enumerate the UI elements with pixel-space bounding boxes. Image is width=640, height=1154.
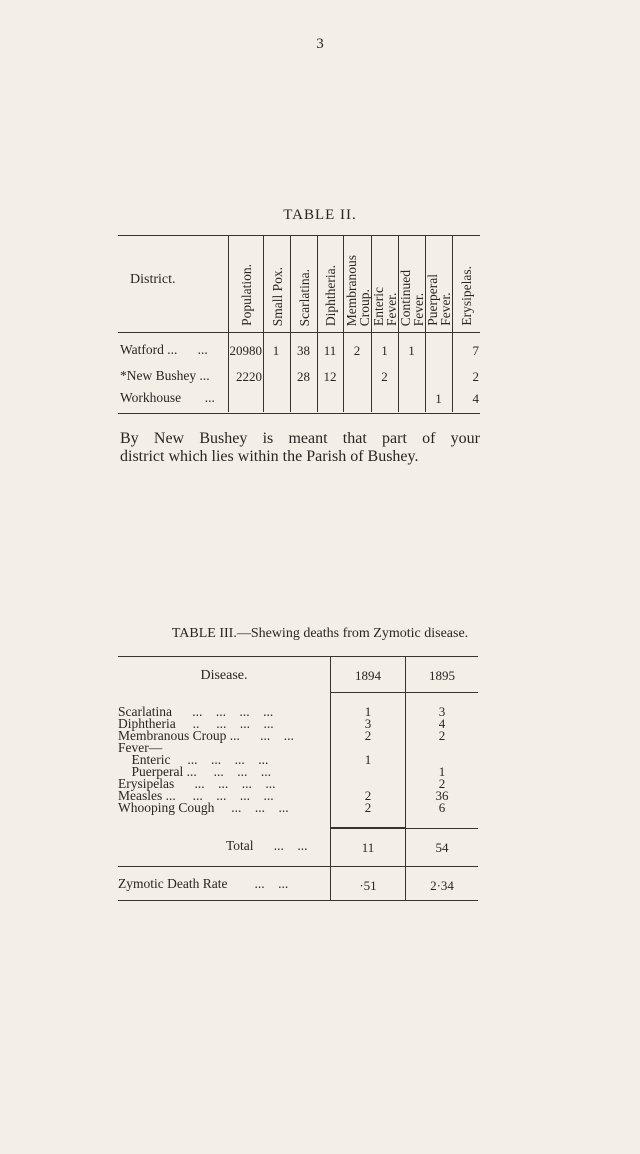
year-1894-header: 1894 <box>355 668 381 683</box>
table3-header-rule <box>330 692 478 693</box>
disease-header: Disease. <box>200 668 248 683</box>
table3-title: TABLE III.—Shewing deaths from Zymotic disease. <box>171 626 469 641</box>
table3-cell: 2 <box>438 776 446 791</box>
table3-row-label: Scarlatina ... ... ... ... <box>118 704 274 719</box>
col-header-enteric-fever: Enteric Fever. <box>371 287 399 326</box>
col-header-diphtheria: Diphtheria. <box>323 264 338 326</box>
table2-cell: 20980 <box>229 343 262 358</box>
table3-cell: 1 <box>364 704 372 719</box>
table3-rate-1895: 2·34 <box>430 878 454 893</box>
table2-cell: 2 <box>472 369 479 384</box>
col-header-population: Population. <box>238 264 254 326</box>
table3-cell: 1 <box>364 752 372 767</box>
table3-cell: 2 <box>364 800 372 815</box>
col-header-small-pox: Small Pox. <box>269 266 285 326</box>
table2-footnote <box>120 430 480 466</box>
table3-row-label: Membranous Croup ... ... ... <box>118 728 294 743</box>
table2-row-district: Watford ... ... <box>120 342 208 357</box>
table3-cell: 2 <box>364 788 372 803</box>
col-header-membranous-croup: Membranous Croup. <box>343 254 372 326</box>
table2-cell: 12 <box>323 369 337 384</box>
table3-cell: 4 <box>438 716 446 731</box>
table3-col-divider <box>330 657 331 900</box>
table3-total-rule <box>330 827 405 829</box>
table3-row-label: Puerperal ... ... ... ... <box>118 764 271 779</box>
table2-title: TABLE II. <box>283 207 357 223</box>
table3-total-label: Total ... ... <box>226 838 308 853</box>
table3-bottom-rule <box>118 900 478 901</box>
table3-row-label: Erysipelas ... ... ... ... <box>118 776 276 791</box>
table2-cell: 2 <box>353 343 361 358</box>
table3-row-label: Measles ... ... ... ... ... <box>118 788 274 803</box>
table3-row-label: Diphtheria .. ... ... ... <box>118 716 274 731</box>
col-header-puerperal-fever: Puerperal Fever. <box>425 274 453 326</box>
table3-cell: 3 <box>364 716 372 731</box>
table3-rate-label: Zymotic Death Rate ... ... <box>118 876 289 891</box>
col-header-continued-fever: Continued Fever. <box>398 269 426 326</box>
table3-cell: 6 <box>438 800 446 815</box>
table3-cell: 2 <box>438 728 446 743</box>
table3-cell: 3 <box>438 704 446 719</box>
table2-cell: 38 <box>297 343 310 358</box>
table2-cell: 1 <box>381 343 388 358</box>
table3-total-rule <box>405 828 478 829</box>
table2-cell: 1 <box>435 391 442 406</box>
table3-row-label: Enteric ... ... ... ... <box>118 752 269 767</box>
page-number: 3 <box>316 36 324 52</box>
table2-cell: 2220 <box>236 369 262 384</box>
table3-row-label: Whooping Cough ... ... ... <box>118 800 289 815</box>
footnote-line: By New Bushey is meant that part of your <box>120 430 480 447</box>
col-header-erysipelas: Erysipelas. <box>459 266 474 326</box>
table2-bottom-rule <box>118 413 480 414</box>
table2-cell: 2 <box>381 369 388 384</box>
table2-cell: 1 <box>408 343 415 358</box>
table2-cell: 28 <box>297 369 310 384</box>
footnote-line: district which lies within the Parish of Bushey. <box>120 448 419 465</box>
table3-rate-rule <box>118 866 478 867</box>
table2-cell: 7 <box>472 343 479 358</box>
table2-row-district: *New Bushey ... <box>120 368 210 383</box>
table3-rate-1894: ·51 <box>359 878 377 893</box>
table3-cell: 1 <box>438 764 446 779</box>
table3-total-1895: 54 <box>435 840 449 855</box>
table2-row-district: Workhouse ... <box>120 390 215 405</box>
table3-top-rule <box>118 656 478 657</box>
year-1895-header: 1895 <box>429 668 455 683</box>
district-header: District. <box>130 272 176 287</box>
table2-cell: 1 <box>272 343 280 358</box>
col-header-scarlatina: Scarlatina. <box>296 268 312 326</box>
table2-cell: 11 <box>323 343 337 358</box>
table3-cell: 36 <box>435 788 449 803</box>
table2-cell: 4 <box>472 391 479 406</box>
table3-row-label: Fever— <box>118 740 163 755</box>
table3-cell: 2 <box>364 728 372 743</box>
table3-total-1894: 11 <box>361 840 375 855</box>
